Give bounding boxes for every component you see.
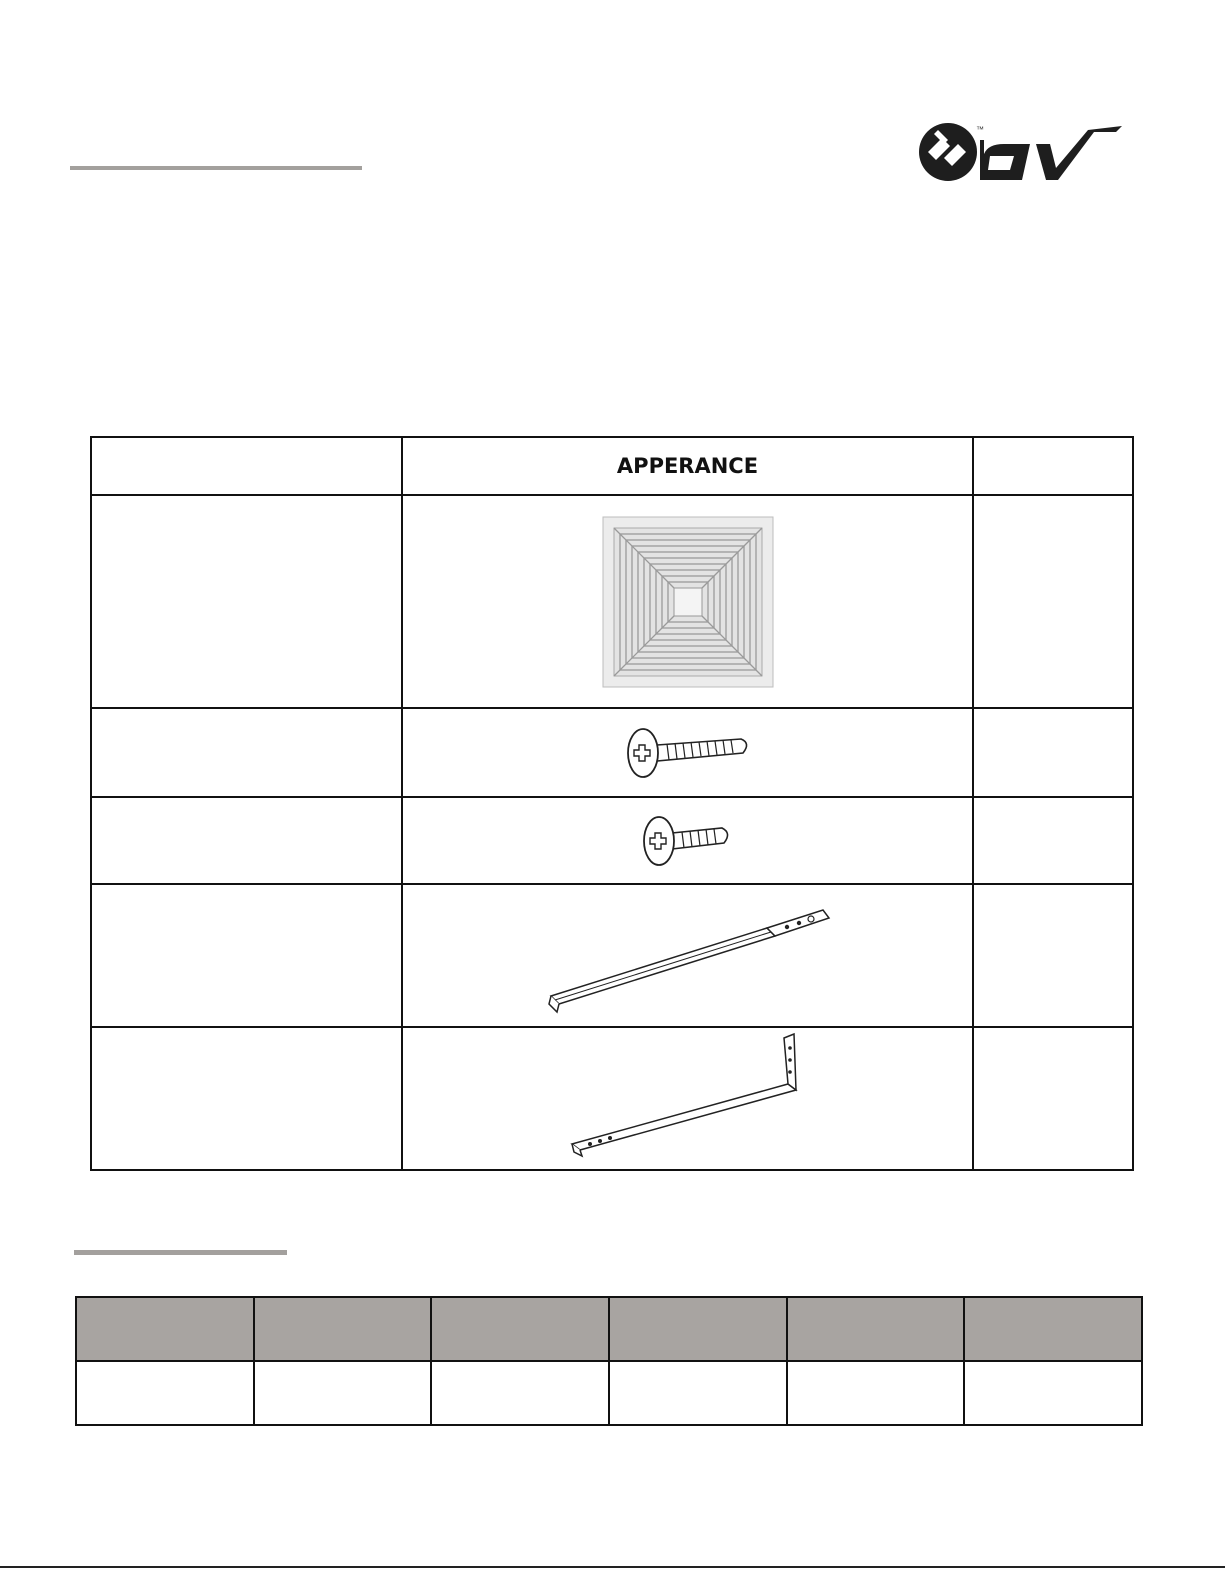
quantity-cell: [973, 884, 1133, 1027]
specs-header-cell: [787, 1297, 965, 1361]
appearance-cell: [402, 708, 973, 797]
parts-table-header: [91, 437, 1133, 495]
table-row: [91, 708, 1133, 797]
appearance-cell: [402, 797, 973, 884]
bv-logo-icon: [918, 110, 1128, 190]
part-name-cell: [91, 495, 402, 708]
specs-header-cell: [609, 1297, 787, 1361]
brand-logo: [918, 110, 1128, 190]
specs-value-cell: [964, 1361, 1142, 1425]
column-header-appearance: APPERANCE: [402, 437, 973, 495]
appearance-cell: [402, 1027, 973, 1170]
table-row: [91, 797, 1133, 884]
telescopic-hanger-bar-icon: [543, 896, 833, 1016]
title-underline: [70, 166, 362, 170]
specs-value-cell: [431, 1361, 609, 1425]
quantity-cell: [973, 708, 1133, 797]
part-name-cell: [91, 884, 402, 1027]
table-row: [91, 1027, 1133, 1170]
specs-header-cell: [431, 1297, 609, 1361]
table-row: [76, 1361, 1142, 1425]
specs-value-cell: [609, 1361, 787, 1425]
section-underline: [74, 1250, 287, 1255]
column-header-qty: [973, 437, 1133, 495]
page-bottom-border: [0, 1566, 1225, 1568]
table-row: [91, 884, 1133, 1027]
part-name-cell: [91, 797, 402, 884]
specs-header-cell: [254, 1297, 432, 1361]
parts-table: [90, 436, 1134, 1171]
specs-value-cell: [254, 1361, 432, 1425]
specs-table-header: [76, 1297, 1142, 1361]
appearance-cell: [402, 495, 973, 708]
specs-header-cell: [76, 1297, 254, 1361]
part-name-cell: [91, 1027, 402, 1170]
specs-value-cell: [76, 1361, 254, 1425]
grille-icon: [602, 516, 774, 688]
appearance-cell: [402, 884, 973, 1027]
short-screw-icon: [640, 813, 736, 869]
specs-header-cell: [964, 1297, 1142, 1361]
quantity-cell: [973, 797, 1133, 884]
l-bracket-icon: [568, 1032, 808, 1166]
specs-value-cell: [787, 1361, 965, 1425]
quantity-cell: [973, 1027, 1133, 1170]
table-row: [91, 495, 1133, 708]
quantity-cell: [973, 495, 1133, 708]
long-screw-icon: [623, 725, 753, 781]
trademark-symbol: ™: [976, 125, 984, 134]
specs-table: [75, 1296, 1143, 1426]
column-header-part: [91, 437, 402, 495]
part-name-cell: [91, 708, 402, 797]
